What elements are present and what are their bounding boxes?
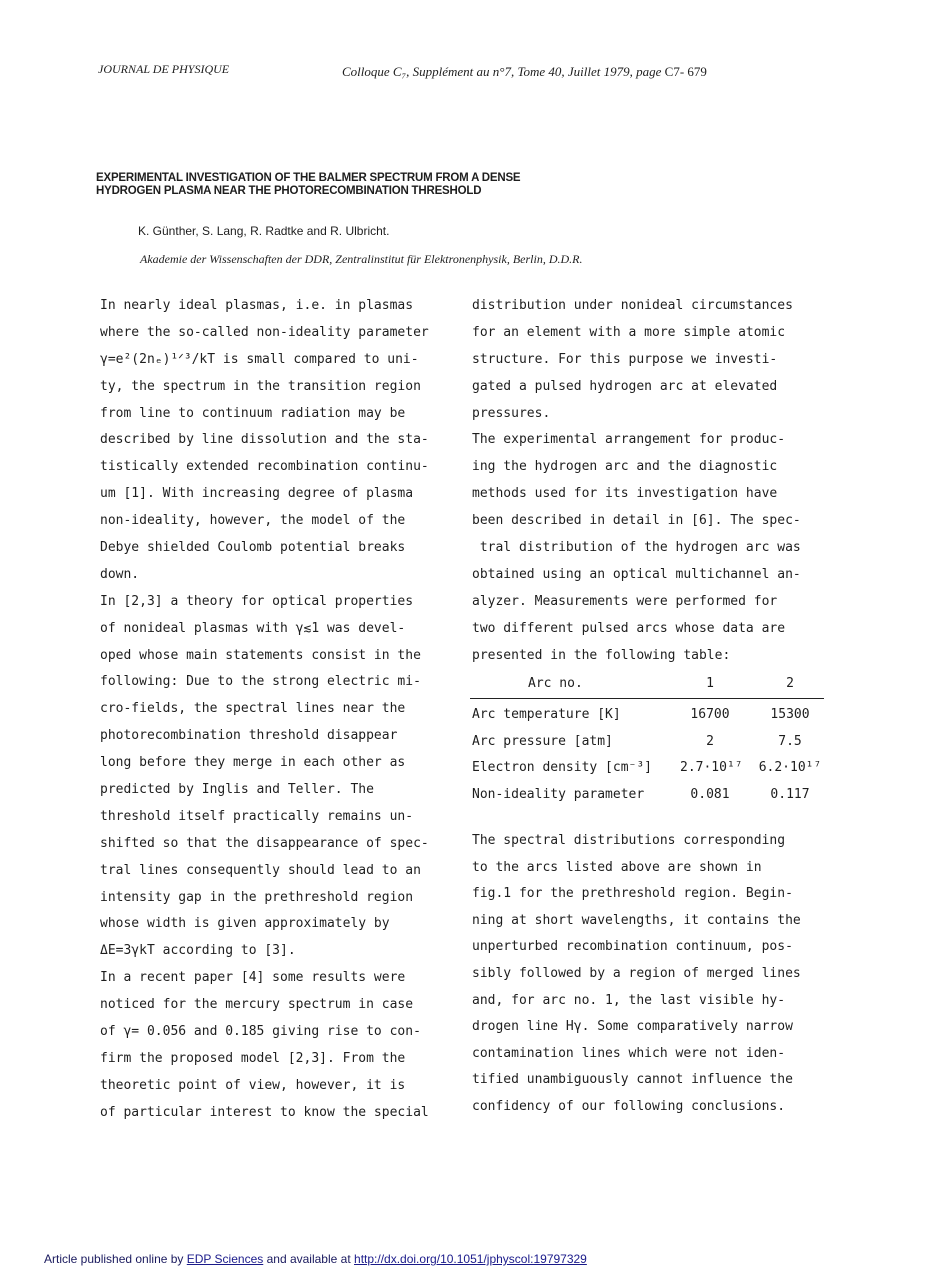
article-title [96, 172, 656, 198]
title-line: HYDROGEN PLASMA NEAR THE PHOTORECOMBINATION THRESHOLD [96, 185, 482, 197]
text-line: cro-fields, the spectral lines near the [100, 701, 406, 717]
text-line: The experimental arrangement for produc- [472, 432, 786, 448]
text-line: intensity gap in the prethreshold region [100, 889, 414, 905]
journal-name: JOURNAL DE PHYSIQUE [98, 62, 230, 76]
text-line: been described in detail in [6]. The spec- [472, 513, 801, 529]
left-column [100, 293, 460, 1127]
table-header [470, 676, 824, 699]
table-row [470, 787, 824, 814]
table-cell: 2.7·10¹⁷ [680, 760, 743, 775]
affiliation: Akademie der Wissenschaften der DDR, Zentralinstitut für Elektronenphysik, Berlin, D.D.R. [140, 252, 583, 266]
table-cell: Arc pressure [atm] [472, 733, 613, 749]
text-line: gated a pulsed hydrogen arc at elevated [472, 378, 778, 394]
text-line: drogen line Hγ. Some comparatively narrow [472, 1019, 793, 1035]
table-row [470, 734, 824, 761]
text-line: tral lines consequently should lead to an [100, 862, 421, 878]
text-line: ΔE=3γkT according to [3]. [100, 943, 296, 959]
table-cell: Arc temperature [K] [472, 707, 621, 722]
footer [44, 1252, 587, 1266]
text-line: of particular interest to know the special [100, 1104, 429, 1120]
header-arc-1: 1 [706, 676, 714, 691]
text-line: tified unambiguously cannot influence the [472, 1072, 793, 1088]
text-line: predicted by Inglis and Teller. The [100, 782, 374, 798]
text-line: tistically extended recombination continu- [100, 459, 429, 475]
text-line: described by line dissolution and the sta- [100, 432, 429, 448]
text-line: ty, the spectrum in the transition region [100, 378, 421, 394]
text-line: ing the hydrogen arc and the diagnostic [472, 459, 778, 475]
text-line: to the arcs listed above are shown in [472, 859, 762, 875]
authors: K. Günther, S. Lang, R. Radtke and R. Ulbricht. [138, 224, 390, 238]
text-line: shifted so that the disappearance of spec- [100, 835, 429, 851]
text-line: Debye shielded Coulomb potential breaks [100, 540, 406, 556]
table-cell: 2 [706, 733, 714, 749]
right-column-top [472, 293, 832, 669]
text-line: of nonideal plasmas with γ≲1 was devel- [100, 620, 406, 636]
text-line: photorecombination threshold disappear [100, 728, 398, 744]
table-cell: 6.2·10¹⁷ [758, 760, 822, 775]
text-line: fig.1 for the prethreshold region. Begin- [472, 886, 793, 902]
arc-data-table [470, 676, 824, 813]
text-line: tral distribution of the hydrogen arc was [472, 540, 801, 556]
text-line: In a recent paper [4] some results were [100, 970, 406, 986]
text-line: In nearly ideal plasmas, i.e. in plasmas [100, 298, 414, 313]
table-cell: 0.081 [690, 786, 730, 802]
text-line: ning at short wavelengths, it contains the [472, 912, 801, 928]
text-line: down. [100, 566, 140, 582]
text-line: and, for arc no. 1, the last visible hy- [472, 992, 786, 1008]
text-line: noticed for the mercury spectrum in case [100, 997, 414, 1013]
text-line: two different pulsed arcs whose data are [472, 620, 786, 636]
text-line: The spectral distributions corresponding [472, 833, 786, 848]
table-row [470, 760, 824, 787]
text-line: structure. For this purpose we investi- [472, 351, 778, 367]
text-line: γ=e²(2nₑ)¹ᐟ³/kT is small compared to uni- [100, 351, 419, 367]
table-row [470, 707, 824, 734]
table-cell: Non-ideality parameter [472, 786, 645, 802]
table-cell: 7.5 [778, 733, 802, 749]
text-line: presented in the following table: [472, 647, 731, 663]
text-line: unperturbed recombination continuum, pos- [472, 939, 793, 955]
text-line: alyzer. Measurements were performed for [472, 593, 778, 609]
footer-middle: and available at [266, 1252, 351, 1266]
table-cell: 16700 [690, 707, 730, 722]
text-line: In [2,3] a theory for optical properties [100, 593, 414, 609]
text-line: sibly followed by a region of merged lines [472, 965, 801, 981]
text-line: pressures. [472, 405, 551, 421]
table-cell: 0.117 [770, 786, 810, 802]
text-line: methods used for its investigation have [472, 486, 778, 502]
text-line: oped whose main statements consist in the [100, 647, 421, 663]
running-header [342, 64, 707, 80]
text-line: distribution under nonideal circumstances [472, 298, 793, 313]
text-line: um [1]. With increasing degree of plasma [100, 486, 414, 502]
text-line: theoretic point of view, however, it is [100, 1077, 406, 1093]
text-line: following: Due to the strong electric mi- [100, 674, 421, 690]
text-line: where the so-called non-ideality parameter [100, 324, 429, 340]
title-line: EXPERIMENTAL INVESTIGATION OF THE BALMER SPECTRUM FROM A DENSE [96, 172, 521, 184]
footer-prefix: Article published online by [44, 1252, 184, 1266]
publisher-link[interactable]: EDP Sciences [186, 1252, 264, 1266]
text-line: threshold itself practically remains un- [100, 808, 414, 824]
header-arc-no: Arc no. [528, 676, 583, 691]
text-line: of γ= 0.056 and 0.185 giving rise to con- [100, 1024, 421, 1040]
right-column-bottom [472, 828, 801, 1121]
text-line: for an element with a more simple atomic [472, 324, 786, 340]
text-line: long before they merge in each other as [100, 755, 406, 771]
doi-link[interactable]: http://dx.doi.org/10.1051/jphyscol:19797329 [354, 1252, 587, 1266]
text-line: non-ideality, however, the model of the [100, 513, 406, 529]
colloque-info: Colloque C₇, Supplément au n°7, Tome 40, Juillet 1979, page [342, 64, 662, 79]
page-number: C7- 679 [664, 64, 707, 79]
text-line: obtained using an optical multichannel an- [472, 566, 801, 582]
table-cell: 15300 [770, 707, 810, 722]
text-line: from line to continuum radiation may be [100, 405, 406, 421]
text-line: confidency of our following conclusions. [472, 1098, 786, 1114]
table-cell: Electron density [cm⁻³] [472, 760, 653, 775]
text-line: contamination lines which were not iden- [472, 1045, 786, 1061]
text-line: firm the proposed model [2,3]. From the [100, 1050, 406, 1066]
header-arc-2: 2 [786, 676, 794, 691]
text-line: whose width is given approximately by [100, 916, 390, 932]
table-body [470, 699, 824, 813]
